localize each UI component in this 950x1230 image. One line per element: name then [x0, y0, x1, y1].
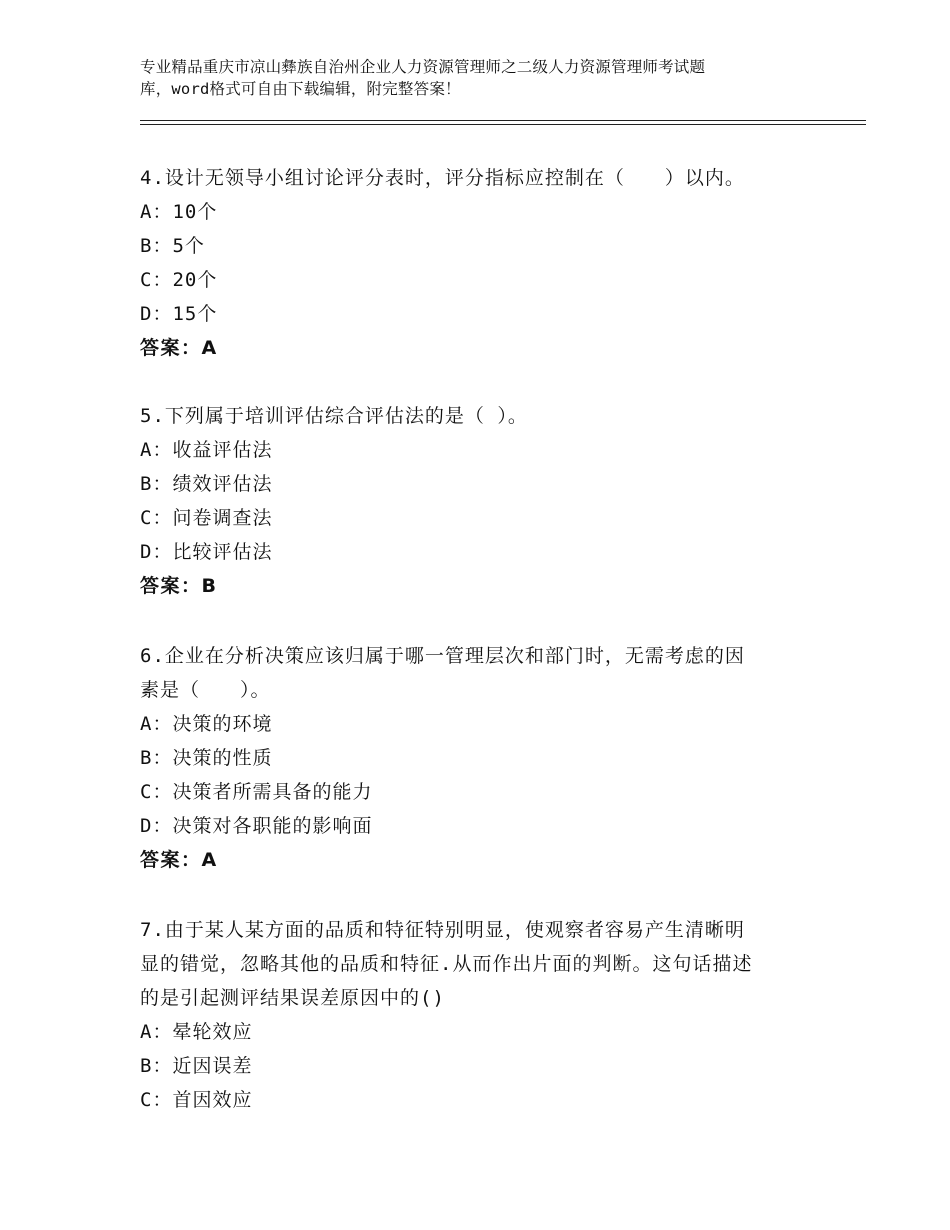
header-divider-bottom: [140, 124, 866, 125]
question-7: [140, 913, 820, 1117]
question-stem: 5.下列属于培训评估综合评估法的是（ ）。: [140, 405, 528, 427]
question-stem-line-2: 素是（ ）。: [140, 679, 271, 701]
question-stem-line-3: 的是引起测评结果误差原因中的(): [140, 987, 445, 1009]
question-stem-line-2: 显的错觉，忽略其他的品质和特征.从而作出片面的判断。这句话描述: [140, 953, 753, 975]
question-stem: 4.设计无领导小组讨论评分表时，评分指标应控制在（ ）以内。: [140, 167, 745, 189]
option-c: C：首因效应: [140, 1089, 253, 1111]
question-5: [140, 399, 820, 603]
option-b: B：5个: [140, 235, 205, 257]
option-b: B：近因误差: [140, 1055, 253, 1077]
option-d: D：比较评估法: [140, 541, 273, 563]
option-a: A：决策的环境: [140, 713, 273, 735]
question-stem-line-1: 6.企业在分析决策应该归属于哪一管理层次和部门时，无需考虑的因: [140, 645, 745, 667]
option-b: B：绩效评估法: [140, 473, 273, 495]
option-c: C：20个: [140, 269, 218, 291]
option-c: C：决策者所需具备的能力: [140, 781, 373, 803]
answer-label: 答案：A: [140, 849, 218, 871]
option-c: C：问卷调查法: [140, 507, 273, 529]
option-d: D：决策对各职能的影响面: [140, 815, 373, 837]
option-a: A：收益评估法: [140, 439, 273, 461]
answer-label: 答案：B: [140, 575, 218, 597]
option-b: B：决策的性质: [140, 747, 273, 769]
option-a: A：10个: [140, 201, 218, 223]
header-title-line-2: 库，word格式可自由下载编辑，附完整答案！: [140, 80, 461, 98]
question-stem-line-1: 7.由于某人某方面的品质和特征特别明显，使观察者容易产生清晰明: [140, 919, 745, 941]
header-divider-top: [140, 120, 866, 121]
document-header: [140, 56, 840, 100]
question-4: [140, 161, 820, 365]
header-title-line-1: 专业精品重庆市凉山彝族自治州企业人力资源管理师之二级人力资源管理师考试题: [140, 58, 706, 76]
option-a: A：晕轮效应: [140, 1021, 253, 1043]
option-d: D：15个: [140, 303, 218, 325]
answer-label: 答案：A: [140, 337, 218, 359]
question-6: [140, 639, 820, 877]
